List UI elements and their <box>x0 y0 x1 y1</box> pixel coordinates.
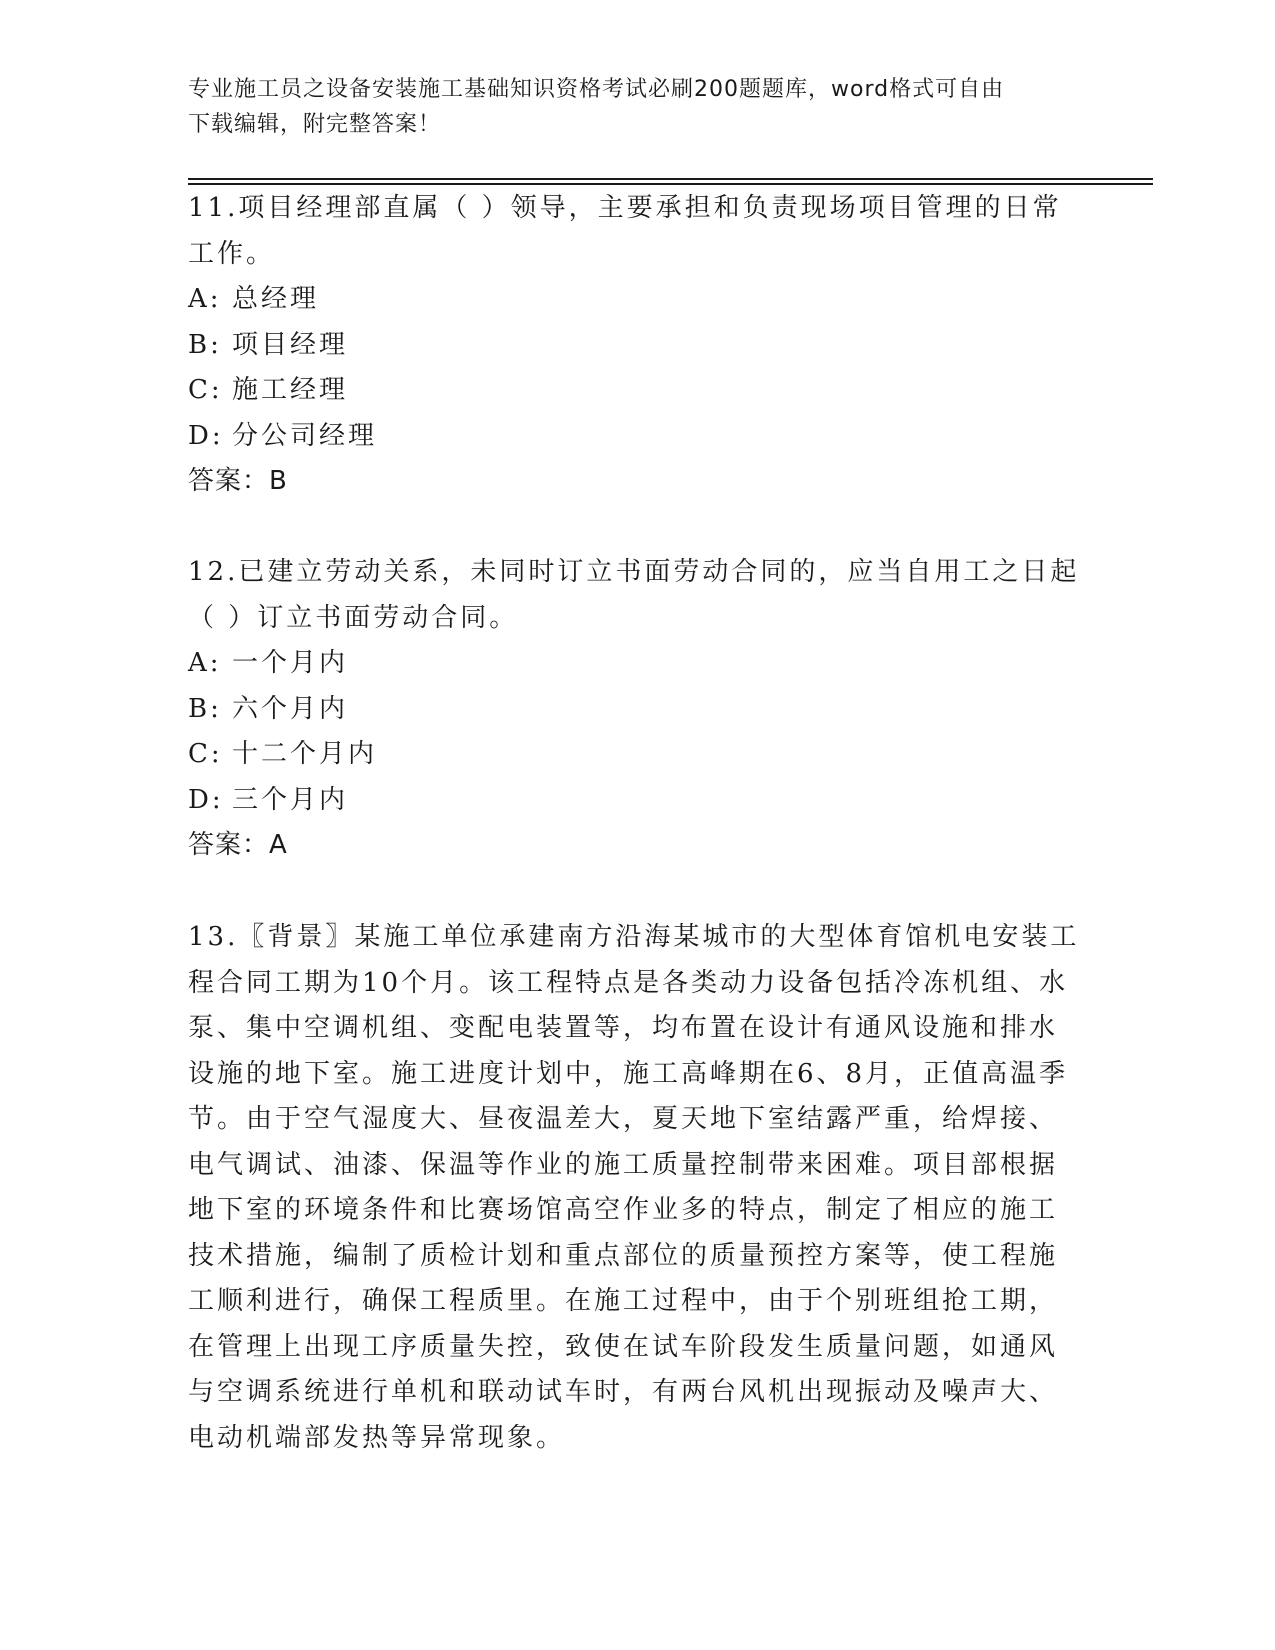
paragraph-line: 程合同工期为10个月。该工程特点是各类动力设备包括冷冻机组、水 <box>188 967 1069 998</box>
paragraph-line: 技术措施，编制了质检计划和重点部位的质量预控方案等，使工程施 <box>188 1240 1059 1271</box>
option-text: 十二个月内 <box>232 739 378 769</box>
header-line-2: 下载编辑，附完整答案！ <box>188 112 442 137</box>
paragraph-line: 在管理上出现工序质量失控，致使在试车阶段发生质量问题，如通风 <box>188 1331 1059 1362</box>
option-text: 总经理 <box>232 284 320 314</box>
option-label: B: <box>188 693 222 724</box>
option-text: 三个月内 <box>232 784 349 815</box>
option-text: 施工经理 <box>232 375 349 405</box>
paragraph-line: 与空调系统进行单机和联动试车时，有两台风机出现振动及噪声大、 <box>188 1377 1059 1407</box>
paragraph-line: 电动机端部发热等异常现象。 <box>188 1422 566 1453</box>
header-divider-bottom <box>188 183 1153 185</box>
option-c <box>188 368 1078 414</box>
option-label: A: <box>188 284 222 314</box>
option-a <box>188 277 1078 323</box>
option-label: B: <box>188 329 222 360</box>
header-divider-top <box>188 178 1153 180</box>
paragraph-line: 工顺利进行，确保工程质里。在施工过程中，由于个别班组抢工期， <box>188 1286 1059 1316</box>
question-stem-line: 12.已建立劳动关系，未同时订立书面劳动合同的，应当自用工之日起 <box>188 557 1080 587</box>
paragraph-line: 节。由于空气湿度大、昼夜温差大，夏天地下室结露严重，给焊接、 <box>188 1104 1059 1134</box>
paragraph-line: 电气调试、油漆、保温等作业的施工质量控制带来困难。项目部根据 <box>188 1149 1059 1180</box>
question-11 <box>188 186 1078 505</box>
option-d <box>188 414 1078 460</box>
question-stem-line: （ ）订立书面劳动合同。 <box>188 602 519 633</box>
option-label: A: <box>188 648 222 678</box>
answer-line: 答案：A <box>188 830 288 860</box>
paragraph-line: 地下室的环境条件和比赛场馆高空作业多的特点，制定了相应的施工 <box>188 1195 1059 1225</box>
header-line-1: 专业施工员之设备安装施工基础知识资格考试必刷200题题库，word格式可自由 <box>188 77 1005 102</box>
question-13 <box>188 915 1078 1461</box>
option-label: D: <box>188 420 224 451</box>
option-d <box>188 778 1078 824</box>
option-b <box>188 323 1078 369</box>
option-text: 六个月内 <box>232 693 349 724</box>
option-b <box>188 687 1078 733</box>
question-stem-line: 工作。 <box>188 238 276 269</box>
option-a <box>188 641 1078 687</box>
answer-line: 答案：B <box>188 466 288 496</box>
paragraph-line: 泵、集中空调机组、变配电装置等，均布置在设计有通风设施和排水 <box>188 1013 1059 1043</box>
option-text: 分公司经理 <box>232 420 378 451</box>
option-label: D: <box>188 784 224 815</box>
option-text: 项目经理 <box>232 329 349 360</box>
paragraph-line: 设施的地下室。施工进度计划中，施工高峰期在6、8月，正值高温季 <box>188 1058 1069 1089</box>
option-label: C: <box>188 375 223 405</box>
document-header <box>188 72 1068 142</box>
option-label: C: <box>188 739 223 769</box>
option-c <box>188 732 1078 778</box>
question-12 <box>188 550 1078 869</box>
paragraph-line: 13.〖背景〗某施工单位承建南方沿海某城市的大型体育馆机电安装工 <box>188 922 1080 952</box>
question-stem-line: 11.项目经理部直属（ ）领导，主要承担和负责现场项目管理的日常 <box>188 193 1062 223</box>
option-text: 一个月内 <box>232 648 349 678</box>
